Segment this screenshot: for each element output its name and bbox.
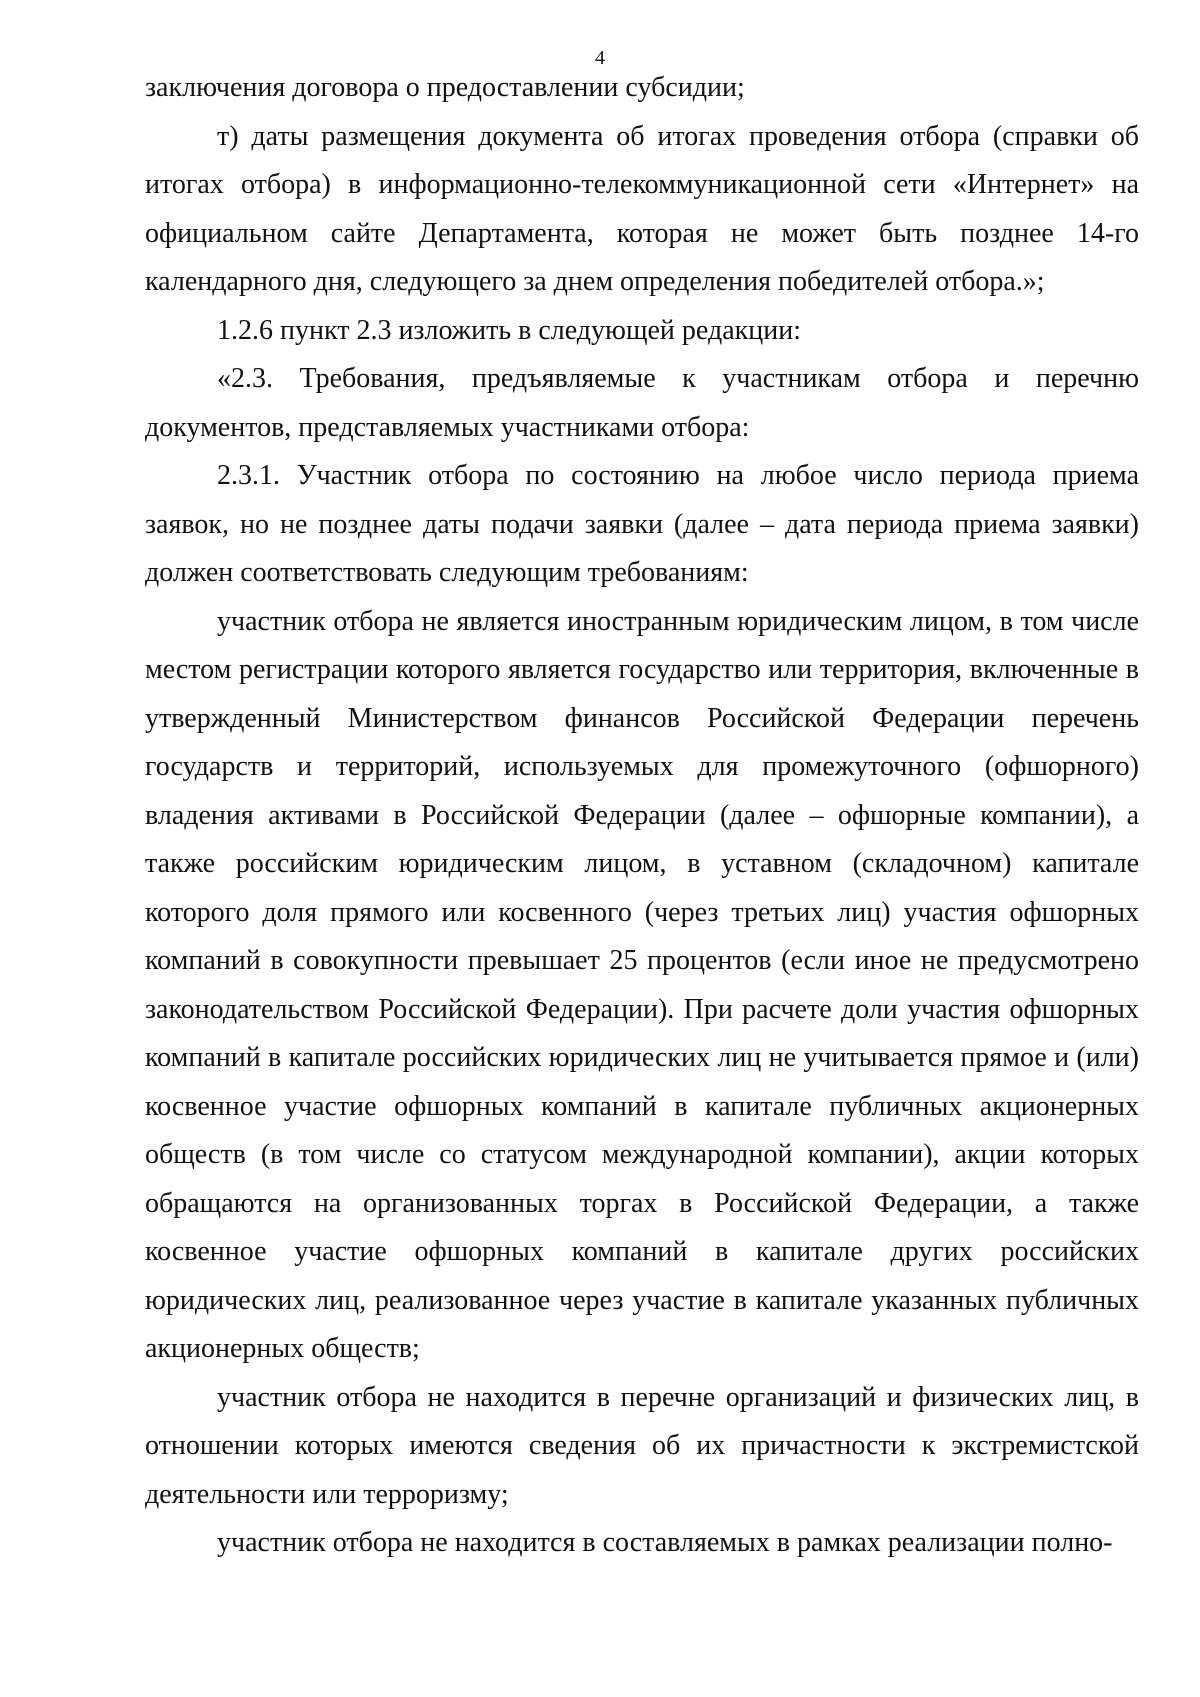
paragraph-continuation: заключения договора о предоставлении субсидии; xyxy=(145,72,745,103)
document-body xyxy=(145,64,1139,1568)
paragraph-section-2-3-1: 2.3.1. Участник отбора по состоянию на любое число периода приема заявок, но не позднее даты подачи заявки (далее – дата периода приема заявки) должен соответствовать следующим требованиям: xyxy=(145,460,1139,588)
paragraph-item-t: т) даты размещения документа об итогах проведения отбора (справки об итогах отбора) в информационно-телекоммуникационной сети «Интернет» на официальном сайте Департамента, которая не может быть позднее 14-го календарного дня, следующего за днем определения победителей отбора.»; xyxy=(145,120,1139,297)
paragraph-requirement-offshore: участник отбора не является иностранным юридическим лицом, в том числе местом регистрации которого является государство или территория, включенные в утвержденный Министерством финансов Российской Федерации перечень государств и территорий, используемых для промежуточного (офшорного) владения активами в Российской Федерации (далее – офшорные компании), а также российским юридическим лицом, в уставном (складочном) капитале которого доля прямого или косвенного (через третьих лиц) участия офшорных компаний в совокупности превышает 25 процентов (если иное не предусмотрено законодательством Российской Федерации). При расчете доли участия офшорных компаний в капитале российских юридических лиц не учитывается прямое и (или) косвенное участие офшорных компаний в капитале публичных акционерных обществ (в том числе со статусом международной компании), акции которых обращаются на организованных торгах в Российской Федерации, а также косвенное участие офшорных компаний в капитале других российских юридических лиц, реализованное через участие в капитале указанных публичных акционерных обществ; xyxy=(145,605,1139,1364)
paragraph-section-2-3: «2.3. Требования, предъявляемые к участникам отбора и перечню документов, представляемых участниками отбора: xyxy=(145,363,1139,443)
paragraph-requirement-extremism: участник отбора не находится в перечне организаций и физических лиц, в отношении которых имеются сведения об их причастности к экстремистской деятельности или терроризму; xyxy=(145,1381,1139,1510)
page-number: 4 xyxy=(595,47,605,69)
paragraph-amendment-1-2-6: 1.2.6 пункт 2.3 изложить в следующей редакции: xyxy=(217,314,801,346)
paragraph-requirement-lists: участник отбора не находится в составляемых в рамках реализации полно- xyxy=(217,1527,1113,1558)
